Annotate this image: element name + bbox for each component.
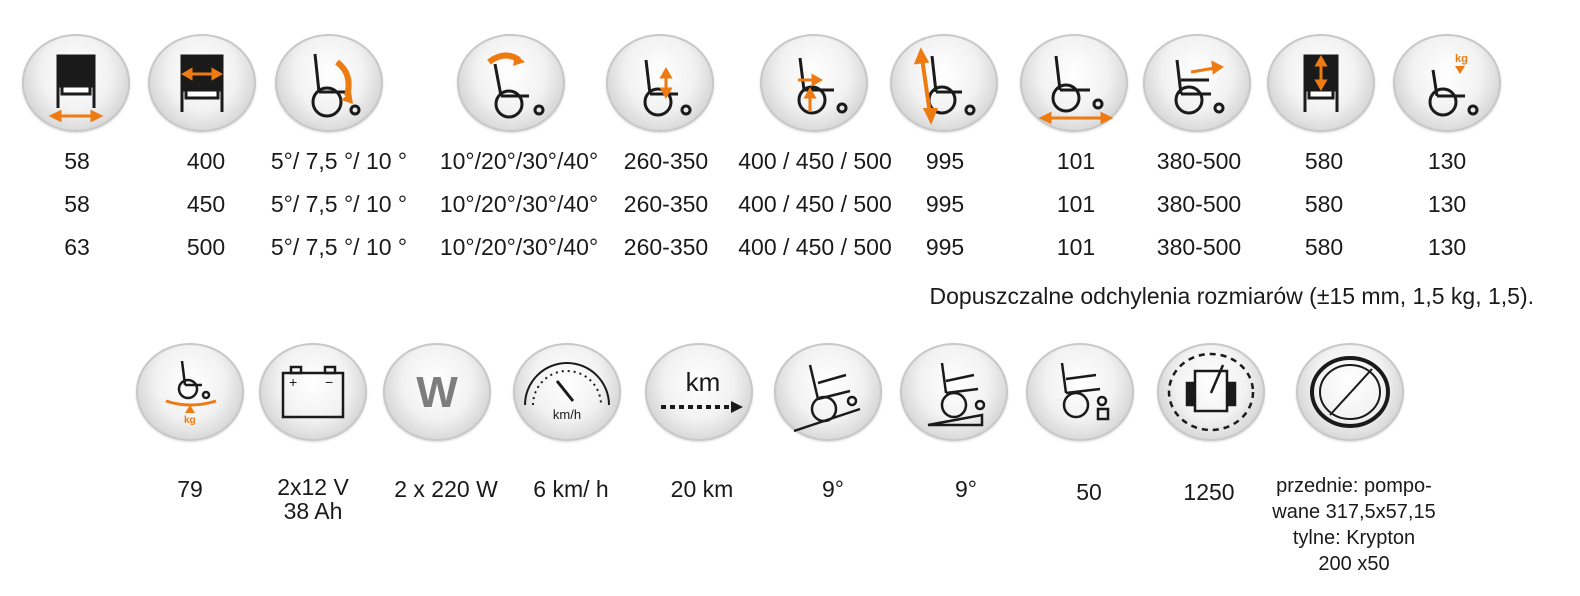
wheel-tyre-icon [1296, 343, 1404, 441]
seat-width-inner-icon [148, 34, 256, 132]
table-cell: 580 [1304, 191, 1344, 217]
table-cell: 380-500 [1156, 191, 1242, 217]
weight-without-battery-icon [1393, 34, 1501, 132]
table-cell: 260-350 [623, 191, 709, 217]
climb-slope-value: 9° [822, 476, 844, 502]
curb-slope-icon [900, 343, 1008, 441]
table-cell: 400 [186, 148, 226, 174]
turning-radius-value: 1250 [1183, 479, 1235, 505]
armrest-height-icon [1143, 34, 1251, 132]
tyres-value [1272, 473, 1435, 577]
table-cell: 580 [1304, 148, 1344, 174]
table-cell: 380-500 [1156, 148, 1242, 174]
table-cell: 5°/ 7,5 °/ 10 ° [270, 148, 408, 174]
front-tyres-line1: przednie: pompo- [1276, 475, 1432, 497]
table-cell: 10°/20°/30°/40° [439, 148, 599, 174]
table-cell: 130 [1427, 234, 1467, 260]
table-cell: 995 [925, 191, 965, 217]
plus-sign: + [289, 374, 298, 390]
table-cell: 101 [1056, 191, 1096, 217]
table-cell: 5°/ 7,5 °/ 10 ° [270, 234, 408, 260]
watt-letter: W [416, 368, 458, 417]
minus-sign: − [325, 374, 334, 390]
table-cell: 63 [64, 234, 90, 260]
obstacle-height-icon [1026, 343, 1134, 441]
curb-slope-value: 9° [955, 476, 977, 502]
table-cell: 130 [1427, 191, 1467, 217]
obstacle-value: 50 [1076, 479, 1102, 505]
folded-width-icon [1267, 34, 1375, 132]
battery-voltage: 2x12 V [277, 474, 349, 500]
table-cell: 995 [925, 234, 965, 260]
table-cell: 130 [1427, 148, 1467, 174]
table-cell: 580 [1304, 234, 1344, 260]
kmh-label: km/h [552, 407, 582, 422]
table-cell: 400 / 450 / 500 [738, 234, 892, 260]
speed-value: 6 km/ h [533, 476, 609, 502]
climb-slope-icon [774, 343, 882, 441]
battery-icon [259, 343, 367, 441]
table-cell: 101 [1056, 148, 1096, 174]
kg-label: kg [184, 415, 196, 426]
motor-power-icon [383, 343, 491, 441]
backrest-angle-icon [275, 34, 383, 132]
turning-radius-icon [1157, 343, 1265, 441]
rear-tyres-line2: 200 x50 [1318, 553, 1390, 575]
table-cell: 400 / 450 / 500 [738, 191, 892, 217]
table-cell: 260-350 [623, 234, 709, 260]
total-length-icon [1020, 34, 1128, 132]
table-cell: 58 [64, 191, 90, 217]
kg-label: kg [1455, 53, 1468, 65]
table-cell: 500 [186, 234, 226, 260]
range-value: 20 km [670, 476, 734, 502]
max-load-icon [136, 343, 244, 441]
table-cell: 58 [64, 148, 90, 174]
motor-power-value: 2 x 220 W [394, 476, 498, 502]
table-cell: 450 [186, 191, 226, 217]
backrest-recline-icon [457, 34, 565, 132]
table-cell: 101 [1056, 234, 1096, 260]
seat-depth-icon [760, 34, 868, 132]
tolerance-note: Dopuszczalne odchylenia rozmiarów (±15 mm, 1,5 kg, 1,5). [929, 283, 1534, 309]
table-cell: 400 / 450 / 500 [738, 148, 892, 174]
seat-width-icon [22, 34, 130, 132]
speed-gauge-icon [513, 343, 621, 441]
table-cell: 995 [925, 148, 965, 174]
rear-tyres-line1: tylne: Krypton [1292, 527, 1416, 549]
table-cell: 10°/20°/30°/40° [439, 234, 599, 260]
table-cell: 380-500 [1156, 234, 1242, 260]
km-label: km [685, 367, 721, 397]
battery-capacity: 38 Ah [283, 498, 343, 524]
battery-value [277, 475, 349, 523]
total-height-icon [890, 34, 998, 132]
max-load-value: 79 [177, 476, 203, 502]
range-km-icon [645, 343, 753, 441]
seat-height-icon [606, 34, 714, 132]
table-cell: 260-350 [623, 148, 709, 174]
table-cell: 5°/ 7,5 °/ 10 ° [270, 191, 408, 217]
table-cell: 10°/20°/30°/40° [439, 191, 599, 217]
front-tyres-line2: wane 317,5x57,15 [1272, 501, 1436, 523]
